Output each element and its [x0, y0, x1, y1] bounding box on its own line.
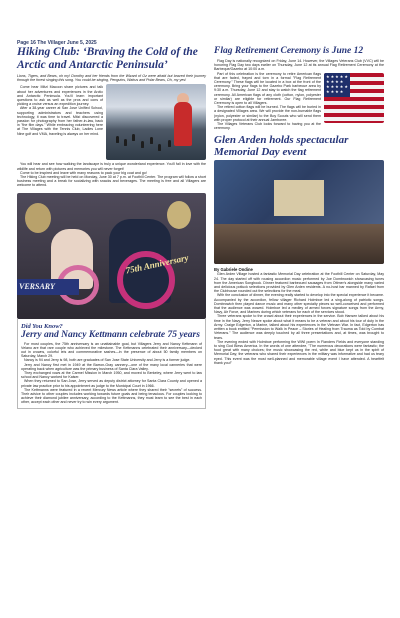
hiking-paragraph: Come hear Mitzi Macoon share pictures and talk about her adventures and experiences in the Arctic and Antarctic Peninsula. You'll learn important questions to ask as well as the pros and cons of picking a cruise versus an expedition journey.: [17, 85, 103, 107]
jerry-paragraph: When they returned to San Jose, Jerry served as deputy district attorney for Santa Clara County and opened a private law practice prior to his appointment as judge to the Municipal Court in 1966.: [21, 379, 202, 388]
anniversary-couple-photo: [17, 193, 206, 319]
anniversary-sash-left: VERSARY: [17, 279, 79, 295]
page-folio: Page 16 The Villager June 5, 2025: [17, 40, 97, 46]
jerry-nancy-headline: Jerry and Nancy Kettmann celebrate 75 years: [21, 329, 200, 340]
glen-paragraph: Three veterans spoke to the crowd about their experiences in the service. Bob Hansen talked about his time in the Navy. Jerry Neave spoke about what it means to be a veteran and about his tour of duty in the Army. Craige Edgerton, a Marine, talked about his experiences in the Vietnam War. In fact, Edgerton has written a book entitled "Permission to Walk in Peace – Stories of Healing from Trauma as Told by Combat Veterans." The audience was deeply touched by all three presentations and, at times, was brought to tears.: [214, 314, 384, 340]
flag-paragraph: The Villages Veterans Club looks forward to having you at the ceremony.: [214, 122, 321, 131]
flag-paragraph: Part of this celebration is the ceremony to retire American flags that are faded, frayed and torn in a formal "Flag Retirement Ceremony." These flags will be located in a box at the front of the ceremony. Bring your flags to the Gazebo Park barbecue area by 9:30 a.m. Thursday, June 12 and stay to watch the flag retirement ceremony. All American flags of any cloth (cotton, nylon, polyester or similar) are eligible for retirement. Our Flag Retirement Ceremony is open to all Villagers.: [214, 71, 321, 106]
penguin-photo: [106, 84, 206, 160]
jerry-paragraph: Jerry and Nancy first met in 1949 at the Barron-Gray cannery—one of the many local canneries that were operating back when agriculture was the primary business of Santa Clara Valley.: [21, 362, 202, 371]
jerry-paragraph: They exchanged vows at the Carmel Mission in March 1950, and moved to Berkeley, where Jerry went to law school and Nancy worked for Kaiser.: [21, 371, 202, 380]
american-flag-photo: ★★★★★ ★★★★ ★★★★★ ★★★★: [324, 73, 384, 123]
right-column: [214, 46, 384, 365]
memorial-day-photo: [214, 160, 384, 264]
glen-arden-headline: Glen Arden holds spectacular Memorial Day event: [214, 134, 349, 159]
flag-paragraph: The retired cotton flags will be burned. The flags will be buried in a designated Villages area. We will provide the non-burnable flags (nylon, polyester or similar) to the Boy Scouts who will send them with proper protocol at their annual Jamboree.: [214, 105, 321, 122]
hiking-paragraph: After a 38-year career at San Jose Unified School, supporting administrators and teachers using technology, it was time to travel. Mitzi discovered a passion for photography from her father-in-law, back in "the film days." While embracing volunteering here at The Villages with the Tennis Club, Ladies Lone Nine golf and VMA, traveling is always on her mind.: [17, 106, 103, 136]
hiking-paragraph: Come to be inspired and leave with many reasons to pack your big coat and go!: [20, 170, 147, 175]
flag-retirement-headline: Flag Retirement Ceremony is June 12: [214, 46, 364, 56]
glen-paragraph: The evening ended with Holmboe performing the WWI poem In Flanders Fields and everyone standing to sing God Bless America. In the words of one attendee, "The numerous decorations were fantastic; the food great with many choices; the music showcasing the red, white and blue kept us in the spirit of Memorial Day; the veterans who shared their experiences in the military was informative and had us teary eyed. This event was the most well-planned and memorable village event I have attended. A heartfelt thank you!": [214, 339, 384, 365]
flag-paragraph: Flag Day is nationally recognized on Friday, June 14. However, the Villages Veterans Club (VVC) will be honoring Flag Day two days earlier on Thursday, June 12 at its annual Flag Retirement Ceremony at the Barbeque/Gazebo at 10:00 a.m.: [214, 59, 384, 72]
jerry-paragraph: For most couples, the 75th anniversary is an unattainable goal, but Villagers Jerry and Nancy Kettmann of Velano are that rare couple who achieved the milestone. The Kettmanns celebrated their anniversary—decked out in crowns, colorful leis and commemorative sashes—in the presence of about 50 family members on Saturday, March 29.: [21, 341, 202, 359]
jerry-paragraph: The Kettmanns were featured in a recent Mercury News article where they shared their "secrets" of success. Their advice to other couples includes working towards future goals and being tenacious. For couples looking to achieve their diamond jubilee anniversary, according to the Kettmanns, they must learn to see the best in each other, accept each other and never try to win every argument.: [21, 387, 202, 405]
glen-paragraph: With the conclusion of dinner, the evening really started to develop into the special experience it became. Accompanied by the accordion, fellow villager Richard Holmboe led a sing-along of patriotic songs. Dombrowich then played dance music and many other specialty pieces so well-conceived and performed that the audience was wowed. Holmboe led a medley of armed forces signature songs from the Army, Navy, Air Force, and Marines during which veterans for each of the services stood.: [214, 293, 384, 315]
hiking-lead: Lions, Tigers, and Bears, oh my! Dorothy and her friends from the Wizard of Oz were afraid but braved their journey through the forest singing this song. You could be singing, Penguins, Walrus and Polar Bears, Oh, my yes!: [17, 74, 206, 83]
glen-paragraph: Glen Arden Village hosted a fantastic Memorial Day celebration at the Foothill Center on Saturday, May 24. The day started off with rousing accordion music performed by Joe Dombrowich showcasing tunes from the American Songbook. Dinner featured barbecued sausages from Ottmer's alongside many varied and delicious potluck selections provided by Glen Arden residents. A no-host bar manned by Rafael from the Clubhouse rounded out the selections for the meal.: [214, 272, 384, 294]
anniversary-sash-right: 75th Anniversary: [124, 252, 190, 276]
hiking-club-headline: Hiking Club: ‘Braving the Cold of the Arctic and Antarctic Peninsula’: [17, 46, 198, 71]
hiking-paragraph: The Hiking Club meeting will be held on Monday, June 30 at 7 p.m. at Foothill Center. The program will follow a short business meeting and a break for socializing with snacks and beverages. The meeting is free and all Villagers are welcome to attend.: [17, 175, 206, 188]
jerry-paragraph: Nancy is 94 and Jerry is 98, both are graduates of San Jose State University and Jerry is a former judge.: [24, 358, 191, 363]
did-you-know-kicker: Did You Know?: [21, 322, 63, 330]
glen-byline: By Gabriele Ondine: [214, 267, 253, 273]
hiking-paragraph: You will hear and see how walking the landscape is truly a unique wonderland experience. You'll fall in love with the wildlife and return with pictures and memories you will never forget!: [17, 162, 206, 171]
left-column: [17, 46, 206, 409]
jerry-nancy-article: [17, 319, 206, 409]
